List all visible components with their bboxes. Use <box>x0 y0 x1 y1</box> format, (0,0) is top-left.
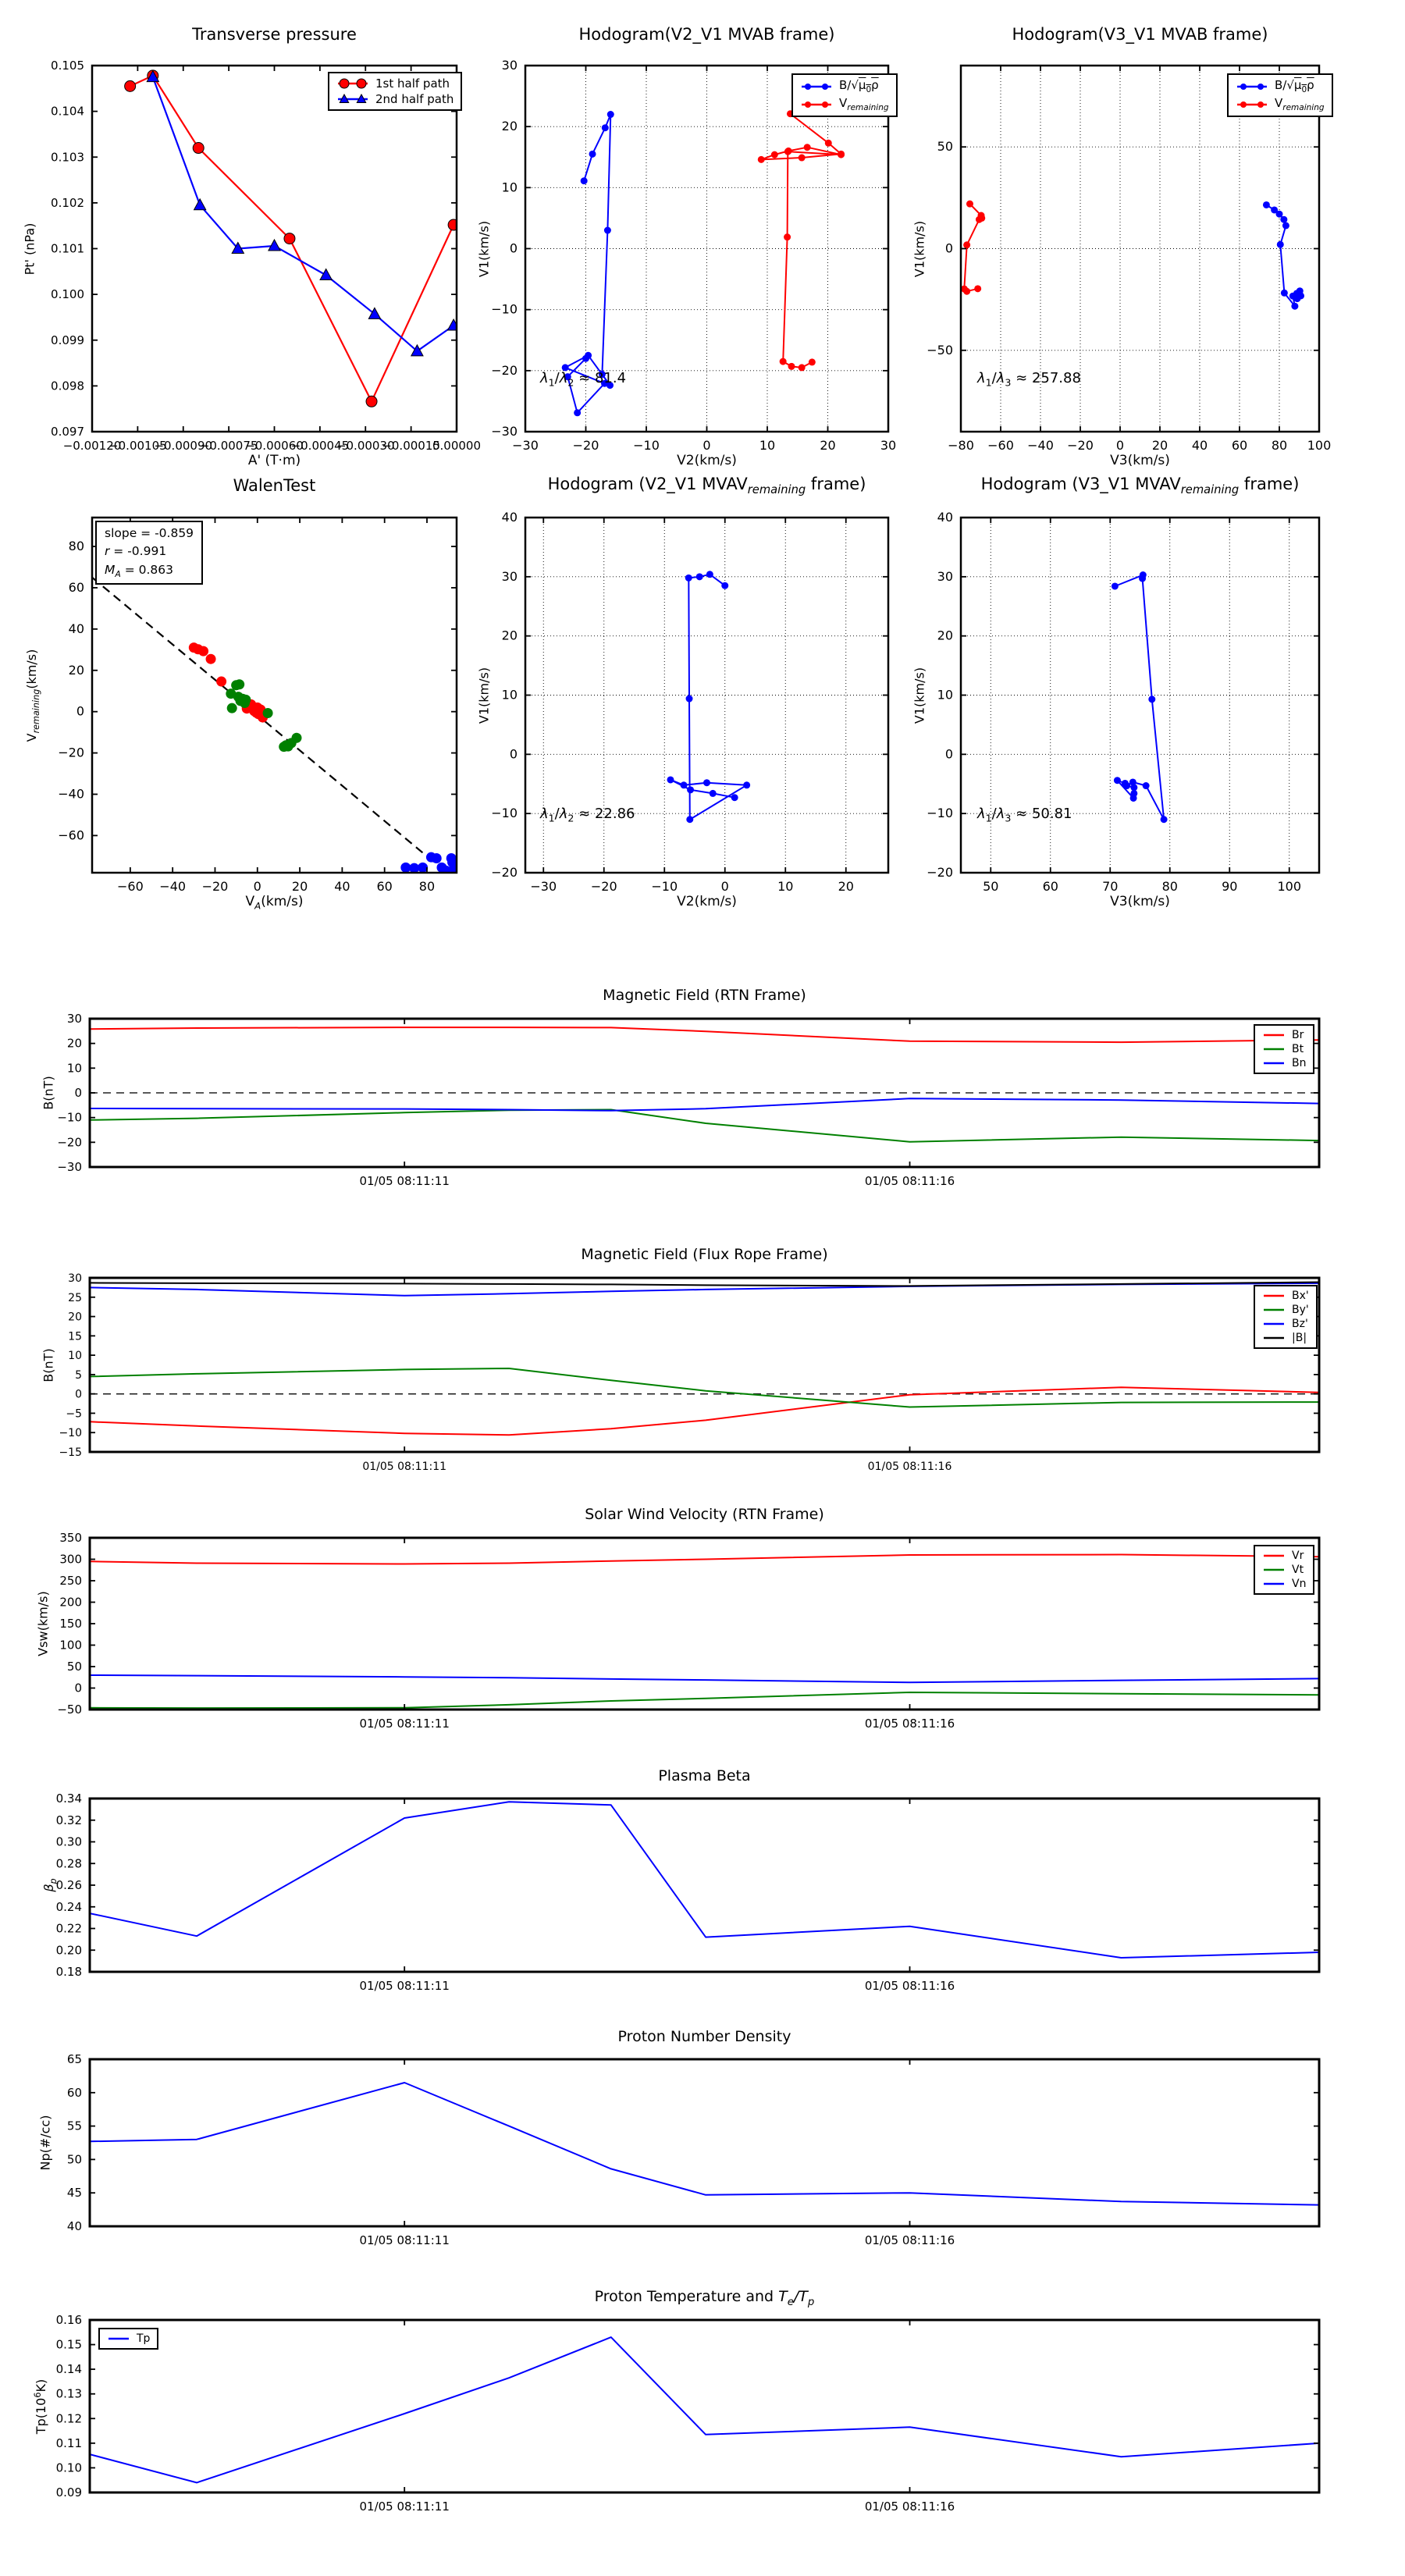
x-axis-label-hodogram-v3v1-mvav: V3(km/s) <box>1110 894 1170 909</box>
y-tick-label: 0.24 <box>55 1899 82 1914</box>
x-tick-label: 01/05 08:11:16 <box>864 1174 955 1188</box>
y-tick-label: 0.16 <box>55 2313 82 2327</box>
legend-label: $V_{remaining}$ <box>1275 96 1325 112</box>
legend-transverse-pressure <box>328 72 462 111</box>
y-tick-label: 0.13 <box>55 2386 82 2401</box>
y-tick-label: 20 <box>66 1036 82 1051</box>
y-tick-label: 45 <box>66 2186 82 2201</box>
legend-sample-icon <box>1262 1057 1286 1069</box>
x-tick-label: −20 <box>590 879 617 894</box>
x-tick-label: −60 <box>116 879 144 894</box>
x-tick-label: 70 <box>1102 879 1119 894</box>
x-tick-label: 20 <box>820 438 836 453</box>
y-tick-label: −30 <box>491 424 518 439</box>
legend-entry <box>800 96 889 112</box>
legend-label: Bx' <box>1292 1290 1309 1302</box>
annotation-hodogram-v3v1-mvab: $\lambda_1/\lambda_3 \approx 257.88$ <box>977 370 1081 389</box>
legend-entry <box>1262 1332 1309 1344</box>
x-tick-label: −30 <box>530 879 557 894</box>
legend-entry <box>1262 1304 1309 1316</box>
x-tick-label: 10 <box>777 879 794 894</box>
x-tick-label: 01/05 08:11:16 <box>864 1717 955 1731</box>
legend-entry <box>1236 78 1325 94</box>
y-tick-label: 80 <box>68 539 84 554</box>
legend-magnetic-field-rtn <box>1254 1024 1314 1074</box>
y-tick-label: 0.34 <box>55 1791 82 1806</box>
y-tick-label: 50 <box>66 1660 82 1674</box>
x-tick-label: 01/05 08:11:16 <box>864 2233 955 2247</box>
x-tick-label: −20 <box>201 879 229 894</box>
y-tick-label: 10 <box>937 687 953 703</box>
annotation-hodogram-v2v1-mvav: $\lambda_1/\lambda_2 \approx 22.86$ <box>540 806 635 824</box>
x-tick-label: 0 <box>720 879 729 894</box>
legend-entry <box>1262 1550 1306 1562</box>
x-tick-label: 0 <box>1115 438 1125 453</box>
x-tick-label: 01/05 08:11:16 <box>864 1979 955 1993</box>
x-tick-label: −40 <box>159 879 187 894</box>
legend-label: $B/√\mu_0\rho$ <box>1275 78 1314 94</box>
y-tick-label: 0.15 <box>55 2337 82 2352</box>
legend-hodogram-v2v1-mvab <box>791 73 898 117</box>
y-axis-label-proton-number-density: Np(#/cc) <box>37 2115 53 2171</box>
y-tick-label: 0 <box>944 746 953 762</box>
legend-sample-icon <box>336 93 369 105</box>
y-axis-label-solar-wind-velocity: Vsw(km/s) <box>35 1591 51 1656</box>
x-tick-label: 80 <box>1271 438 1288 453</box>
legend-sample-icon <box>336 77 369 90</box>
x-tick-label: 20 <box>838 879 854 894</box>
legend-label: Vn <box>1292 1578 1307 1590</box>
legend-solar-wind-velocity <box>1254 1545 1314 1595</box>
legend-magnetic-field-flux-rope <box>1254 1285 1318 1349</box>
x-axis-label-walen-test: $V_A(km/s)$ <box>245 894 304 912</box>
chart-title-hodogram-v3v1-mvab: Hodogram(V3_V1 MVAB frame) <box>1012 25 1268 44</box>
y-tick-label: 40 <box>66 2219 82 2233</box>
x-tick-label: 01/05 08:11:11 <box>362 1461 447 1473</box>
x-tick-label: 01/05 08:11:16 <box>864 2500 955 2514</box>
annotation-hodogram-v2v1-mvab: $\lambda_1/\lambda_2 \approx 81.4$ <box>540 370 627 389</box>
y-tick-label: 20 <box>937 628 953 643</box>
y-tick-label: 0.20 <box>55 1943 82 1958</box>
x-tick-label: 01/05 08:11:11 <box>359 2500 450 2514</box>
x-tick-label: 40 <box>334 879 350 894</box>
y-tick-label: 40 <box>937 510 953 525</box>
y-tick-label: 10 <box>66 1061 82 1076</box>
x-tick-label: −0.00090 <box>154 439 213 453</box>
y-tick-label: 50 <box>66 2152 82 2167</box>
y-tick-label: 0.26 <box>55 1878 82 1892</box>
legend-entry <box>800 78 889 94</box>
x-tick-label: 90 <box>1222 879 1238 894</box>
y-tick-label: 10 <box>68 1350 82 1363</box>
legend-label: $V_{remaining}$ <box>839 96 889 112</box>
legend-sample-icon <box>800 98 833 111</box>
legend-entry <box>1262 1290 1309 1302</box>
legend-proton-temperature <box>98 2328 158 2350</box>
y-tick-label: 0.101 <box>51 241 84 256</box>
y-tick-label: 60 <box>68 579 84 595</box>
legend-label: Vr <box>1292 1550 1304 1562</box>
y-tick-label: 0.098 <box>51 379 84 393</box>
y-tick-label: 10 <box>501 180 518 195</box>
y-tick-label: 0.104 <box>51 104 84 119</box>
y-tick-label: −10 <box>491 806 518 821</box>
y-tick-label: 0 <box>75 1388 82 1401</box>
y-tick-label: −10 <box>927 806 953 821</box>
y-tick-label: −15 <box>59 1446 82 1459</box>
x-tick-label: −20 <box>1067 438 1094 453</box>
y-tick-label: 0.11 <box>55 2435 82 2450</box>
chart-title-solar-wind-velocity: Solar Wind Velocity (RTN Frame) <box>585 1506 824 1523</box>
x-tick-label: 20 <box>1151 438 1168 453</box>
x-tick-label: −0.00045 <box>290 439 350 453</box>
y-tick-label: −10 <box>57 1110 82 1125</box>
x-axis-label-hodogram-v2v1-mvav: V2(km/s) <box>677 894 737 909</box>
legend-label: By' <box>1292 1304 1309 1316</box>
legend-sample-icon <box>1262 1029 1286 1041</box>
x-tick-label: −0.00075 <box>199 439 258 453</box>
y-axis-label-magnetic-field-rtn: B(nT) <box>41 1076 56 1110</box>
legend-entry <box>1262 1043 1306 1055</box>
chart-title-proton-number-density: Proton Number Density <box>617 2028 791 2045</box>
y-tick-label: 30 <box>66 1012 82 1026</box>
x-tick-label: 01/05 08:11:11 <box>359 1717 450 1731</box>
y-axis-label-proton-temperature: $Tp(10^6K)$ <box>32 2379 49 2434</box>
y-tick-label: 30 <box>501 568 518 584</box>
x-tick-label: 01/05 08:11:11 <box>359 1979 450 1993</box>
y-tick-label: 0.18 <box>55 1965 82 1979</box>
y-tick-label: −20 <box>491 362 518 378</box>
x-tick-label: −40 <box>1027 438 1054 453</box>
y-tick-label: 300 <box>59 1552 82 1567</box>
x-tick-label: −0.00120 <box>62 439 122 453</box>
y-axis-label-hodogram-v2v1-mvab: V1(km/s) <box>476 220 492 277</box>
legend-label: Bz' <box>1292 1318 1308 1330</box>
legend-label: Vt <box>1292 1564 1304 1576</box>
legend-entry <box>1262 1029 1306 1041</box>
legend-label: |B| <box>1292 1332 1307 1344</box>
y-tick-label: 150 <box>59 1617 82 1631</box>
x-tick-label: 01/05 08:11:11 <box>359 2233 450 2247</box>
y-axis-label-walen-test: $V_{remaining}(km/s)$ <box>23 649 42 742</box>
y-tick-label: 0.32 <box>55 1813 82 1827</box>
x-tick-label: 40 <box>1191 438 1208 453</box>
y-tick-label: 0.10 <box>55 2460 82 2475</box>
y-tick-label: 0.12 <box>55 2411 82 2426</box>
y-tick-label: 5 <box>75 1368 82 1382</box>
x-tick-label: 01/05 08:11:16 <box>867 1461 952 1473</box>
y-tick-label: 0.097 <box>51 425 84 439</box>
x-tick-label: 60 <box>1042 879 1058 894</box>
x-tick-label: 0 <box>253 879 261 894</box>
x-tick-label: −30 <box>512 438 539 453</box>
y-tick-label: −50 <box>57 1703 82 1717</box>
annotation-hodogram-v3v1-mvav: $\lambda_1/\lambda_3 \approx 50.81$ <box>977 806 1072 824</box>
x-tick-label: 100 <box>1277 879 1302 894</box>
x-tick-label: −10 <box>651 879 678 894</box>
legend-entry <box>336 76 454 91</box>
y-tick-label: 25 <box>68 1291 82 1304</box>
legend-sample-icon <box>1236 80 1268 93</box>
legend-label: Br <box>1292 1029 1304 1041</box>
y-tick-label: 0.102 <box>51 195 84 210</box>
legend-label: 1st half path <box>375 76 450 91</box>
y-axis-label-plasma-beta: $\beta_p$ <box>41 1878 59 1892</box>
y-tick-label: −20 <box>57 1135 82 1150</box>
y-tick-label: −50 <box>927 342 953 358</box>
legend-sample-icon <box>1262 1564 1286 1576</box>
legend-entry <box>1236 96 1325 112</box>
x-tick-label: 80 <box>418 879 436 894</box>
y-tick-label: 0.30 <box>55 1834 82 1849</box>
legend-label: $B/√\mu_0\rho$ <box>839 78 879 94</box>
legend-entry <box>1262 1318 1309 1330</box>
y-tick-label: −5 <box>66 1407 82 1421</box>
y-tick-label: 0.100 <box>51 287 84 302</box>
x-tick-label: 0.00000 <box>432 439 482 453</box>
y-tick-label: −20 <box>491 865 518 880</box>
x-tick-label: 100 <box>1307 438 1332 453</box>
y-tick-label: 40 <box>501 510 518 525</box>
y-tick-label: 0 <box>74 1681 82 1695</box>
y-axis-label-hodogram-v2v1-mvav: V1(km/s) <box>476 667 492 724</box>
y-tick-label: 0.14 <box>55 2362 82 2377</box>
chart-title-magnetic-field-rtn: Magnetic Field (RTN Frame) <box>603 987 806 1004</box>
y-tick-label: 100 <box>59 1638 82 1653</box>
y-axis-label-magnetic-field-flux-rope: B(nT) <box>41 1347 56 1382</box>
y-tick-label: 60 <box>66 2085 82 2100</box>
y-tick-label: 0.099 <box>51 333 84 347</box>
y-axis-label-hodogram-v3v1-mvav: V1(km/s) <box>912 667 927 724</box>
x-tick-label: −0.00105 <box>108 439 167 453</box>
y-tick-label: 30 <box>68 1272 82 1285</box>
chart-title-transverse-pressure: Transverse pressure <box>192 25 357 44</box>
y-tick-label: 15 <box>68 1330 82 1343</box>
legend-label: Tp <box>137 2332 151 2345</box>
legend-label: Bt <box>1292 1043 1304 1055</box>
x-tick-label: 0 <box>702 438 711 453</box>
y-tick-label: −40 <box>58 786 84 802</box>
y-tick-label: −30 <box>57 1160 82 1174</box>
y-tick-label: −20 <box>58 745 84 760</box>
legend-entry <box>1262 1578 1306 1590</box>
y-tick-label: 50 <box>937 139 953 155</box>
y-tick-label: 0.105 <box>51 59 84 73</box>
legend-hodogram-v3v1-mvab <box>1227 73 1333 117</box>
chart-title-proton-temperature: Proton Temperature and $T_e/T_p$ <box>594 2288 815 2308</box>
x-axis-label-hodogram-v3v1-mvab: V3(km/s) <box>1110 453 1170 468</box>
y-tick-label: 250 <box>59 1574 82 1588</box>
legend-label: 2nd half path <box>375 92 454 106</box>
y-tick-label: 20 <box>501 119 518 134</box>
chart-title-hodogram-v2v1-mvav: Hodogram (V2_V1 $MVAV_{remaining}$ frame) <box>547 475 866 497</box>
y-tick-label: 0 <box>944 240 953 256</box>
legend-sample-icon <box>1262 1290 1286 1302</box>
legend-entry <box>336 92 454 106</box>
y-tick-label: 200 <box>59 1595 82 1610</box>
y-tick-label: −20 <box>927 865 953 880</box>
y-tick-label: 30 <box>937 568 953 584</box>
y-tick-label: 40 <box>68 621 84 636</box>
x-axis-label-transverse-pressure: A' (T·m) <box>247 453 301 468</box>
y-tick-label: 30 <box>501 58 518 73</box>
x-tick-label: 10 <box>759 438 776 453</box>
chart-title-hodogram-v2v1-mvab: Hodogram(V2_V1 MVAB frame) <box>578 25 835 44</box>
legend-sample-icon <box>1262 1578 1286 1590</box>
stats-box-walen-test: slope = -0.859 r = -0.991 $M_A = 0.863$ <box>95 521 203 585</box>
y-tick-label: 0.22 <box>55 1921 82 1936</box>
x-tick-label: −0.00030 <box>336 439 395 453</box>
chart-title-magnetic-field-flux-rope: Magnetic Field (Flux Rope Frame) <box>581 1246 828 1263</box>
x-tick-label: 20 <box>291 879 308 894</box>
legend-sample-icon <box>1262 1332 1286 1344</box>
y-tick-label: 20 <box>68 1311 82 1324</box>
x-tick-label: −20 <box>572 438 599 453</box>
y-tick-label: 0.09 <box>55 2485 82 2500</box>
chart-title-walen-test: WalenTest <box>233 476 316 495</box>
x-tick-label: −80 <box>948 438 974 453</box>
legend-sample-icon <box>800 80 833 93</box>
y-tick-label: 20 <box>68 662 84 678</box>
x-tick-label: −10 <box>633 438 660 453</box>
y-tick-label: 350 <box>59 1531 82 1545</box>
y-tick-label: 0 <box>76 703 84 719</box>
legend-sample-icon <box>1262 1304 1286 1316</box>
legend-entry <box>107 2332 150 2345</box>
chart-title-plasma-beta: Plasma Beta <box>658 1767 751 1784</box>
y-tick-label: −10 <box>491 301 518 317</box>
chart-title-hodogram-v3v1-mvav: Hodogram (V3_V1 $MVAV_{remaining}$ frame) <box>980 475 1300 497</box>
x-tick-label: 60 <box>376 879 393 894</box>
y-axis-label-hodogram-v3v1-mvab: V1(km/s) <box>912 220 927 277</box>
y-axis-label-transverse-pressure: Pt' (nPa) <box>22 222 37 275</box>
legend-label: Bn <box>1292 1057 1307 1069</box>
y-tick-label: 0.103 <box>51 150 84 165</box>
legend-sample-icon <box>1262 1550 1286 1562</box>
y-tick-label: 10 <box>501 687 518 703</box>
x-tick-label: 01/05 08:11:11 <box>359 1174 450 1188</box>
x-tick-label: 50 <box>983 879 999 894</box>
legend-sample-icon <box>1262 1318 1286 1330</box>
x-tick-label: −60 <box>987 438 1014 453</box>
legend-entry <box>1262 1057 1306 1069</box>
x-axis-label-hodogram-v2v1-mvab: V2(km/s) <box>677 453 737 468</box>
x-tick-label: 60 <box>1231 438 1248 453</box>
y-tick-label: 65 <box>66 2052 82 2066</box>
y-tick-label: −60 <box>58 827 84 843</box>
x-tick-label: −0.00015 <box>382 439 440 453</box>
x-tick-label: 80 <box>1161 879 1178 894</box>
y-tick-label: 20 <box>501 628 518 643</box>
legend-entry <box>1262 1564 1306 1576</box>
y-tick-label: 0 <box>74 1086 82 1100</box>
x-tick-label: −0.00060 <box>245 439 304 453</box>
legend-sample-icon <box>107 2332 130 2345</box>
y-tick-label: −10 <box>59 1427 82 1440</box>
y-tick-label: 55 <box>66 2119 82 2133</box>
y-tick-label: 0 <box>509 240 518 256</box>
y-tick-label: 0 <box>509 746 518 762</box>
y-tick-label: 0.28 <box>55 1856 82 1871</box>
x-tick-label: 30 <box>880 438 897 453</box>
legend-sample-icon <box>1236 98 1268 111</box>
legend-sample-icon <box>1262 1043 1286 1055</box>
